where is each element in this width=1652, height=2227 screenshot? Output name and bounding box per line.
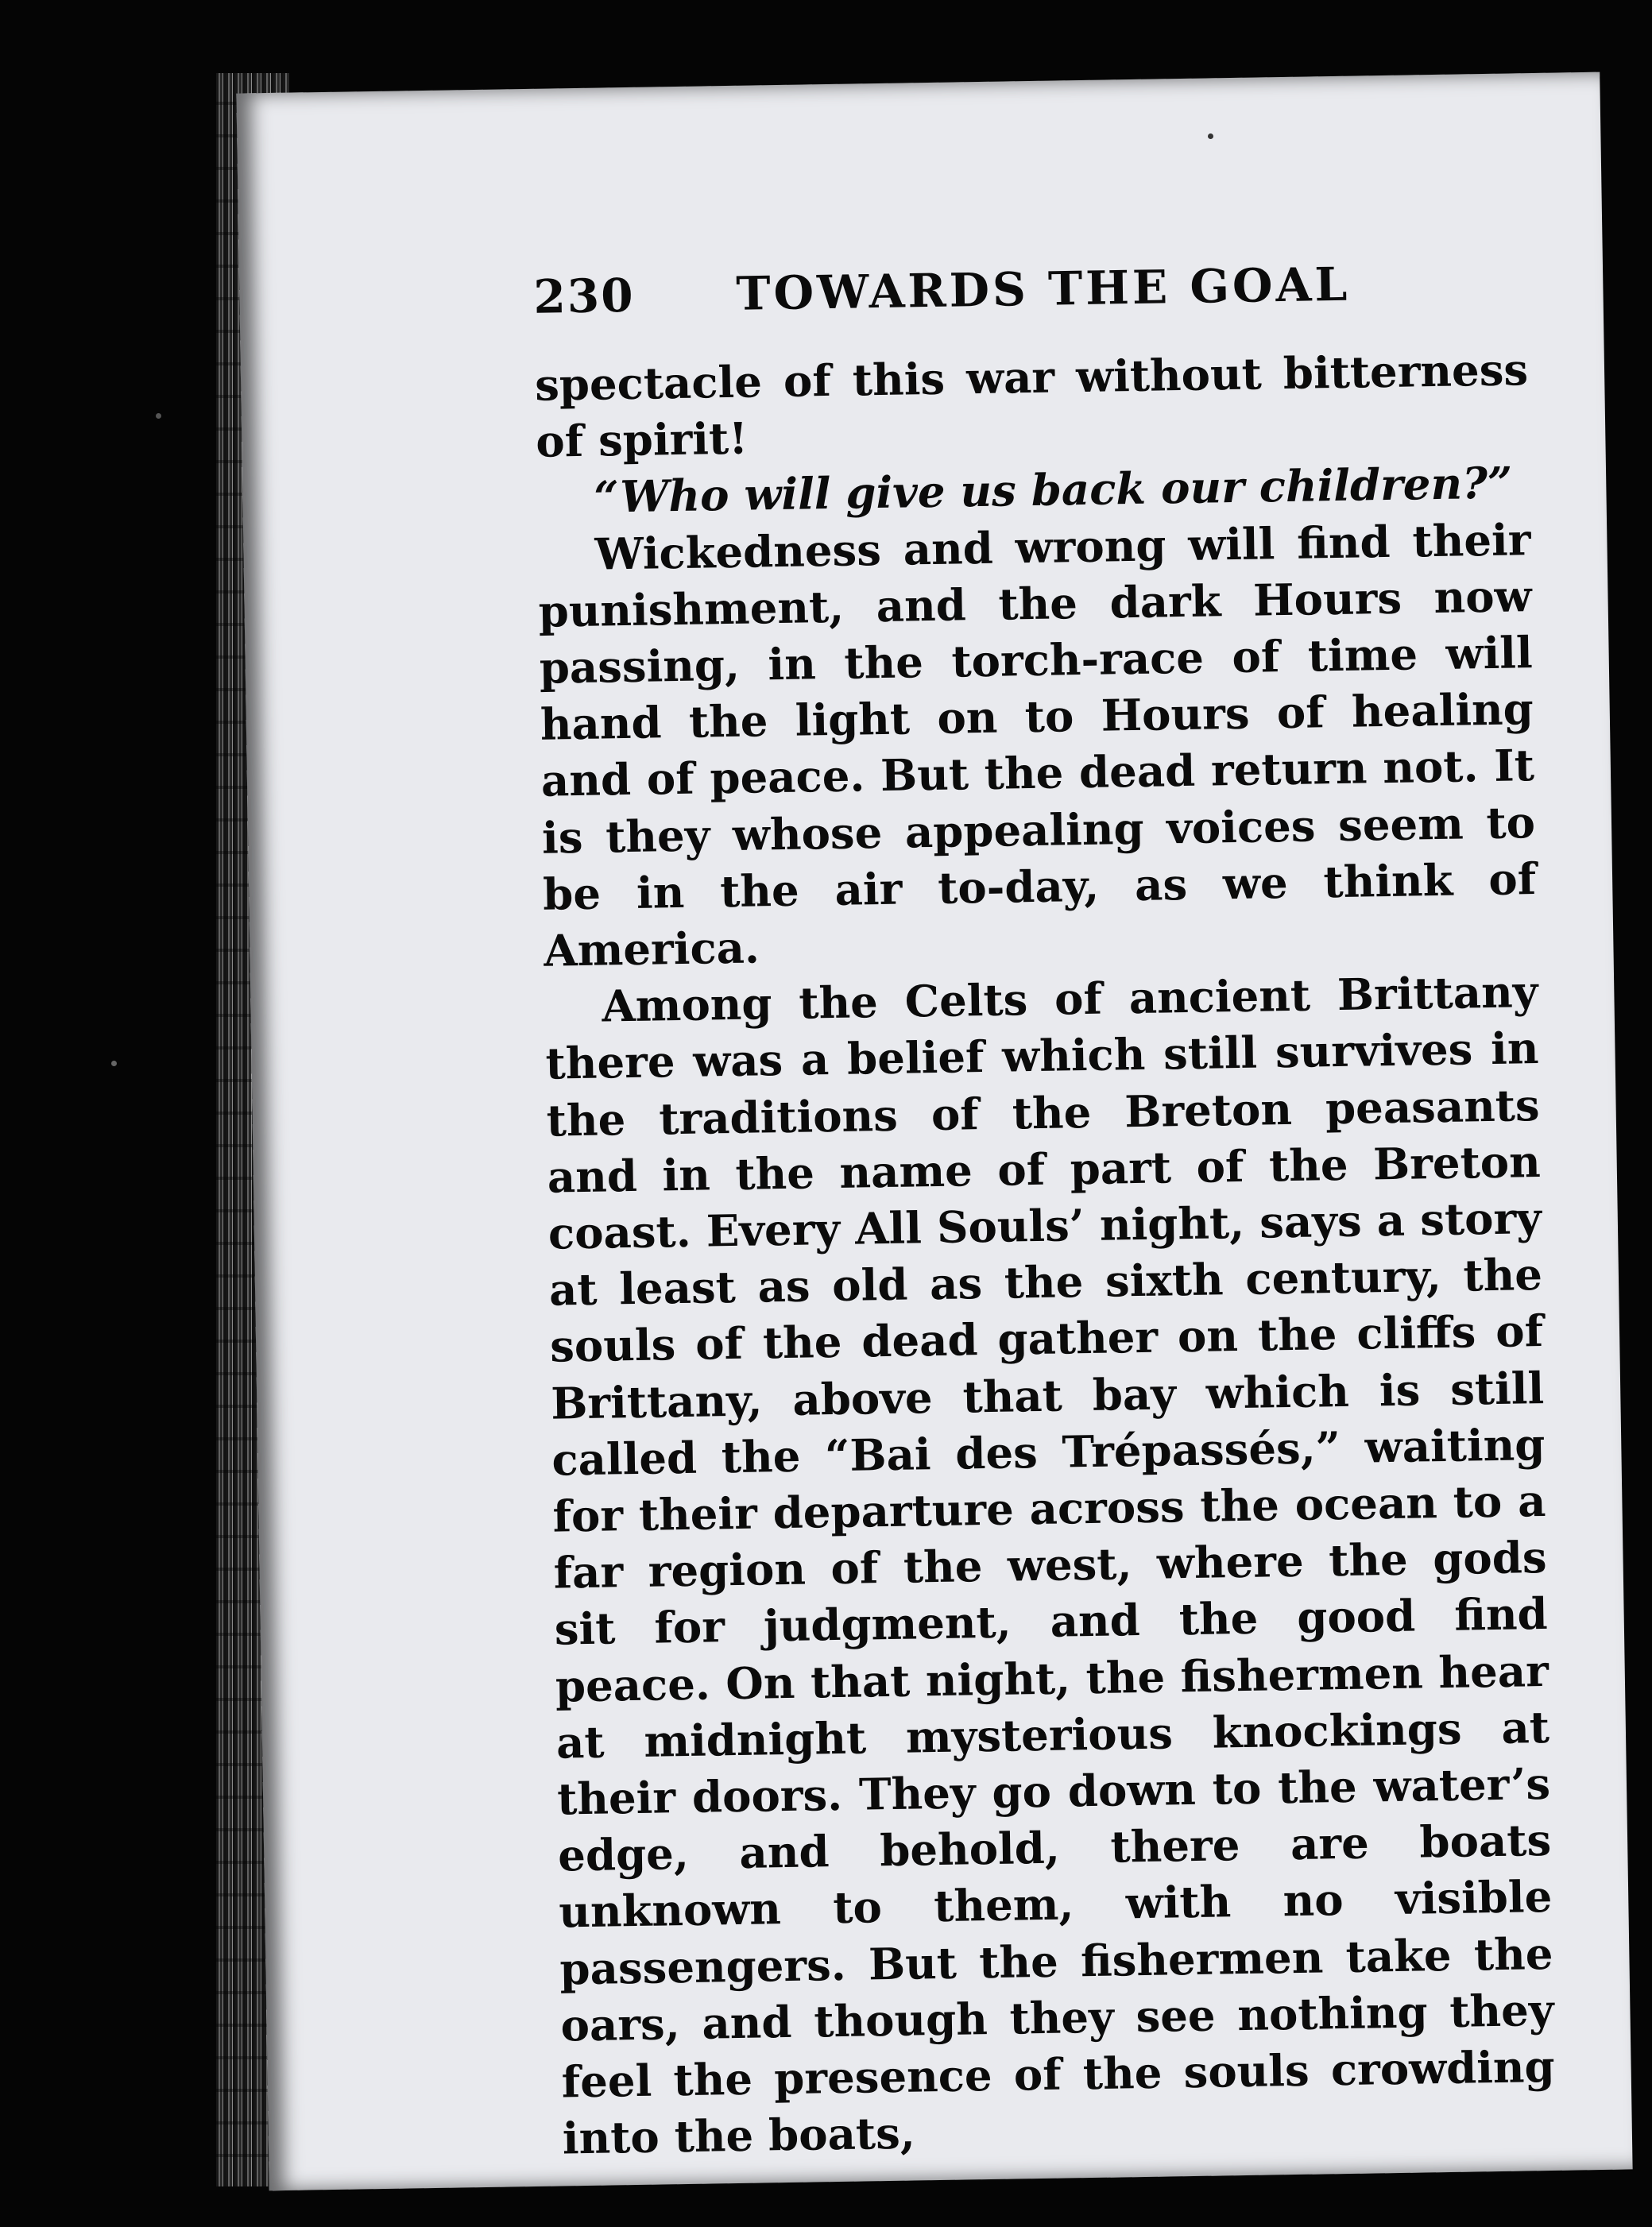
paragraph: Wickedness and wrong will find their punishment, and the dark Hours now passing, in the torch-race of time will hand the light on to Hours of healing and of peace. But the dead return not. It is they whose appealing voices seem to be in the air to-day, as we think of America. bbox=[538, 513, 1537, 976]
quoted-line: “Who will give us back our children?” bbox=[593, 457, 1513, 524]
paragraph-continuation: spectacle of this war without bitterness of spirit! bbox=[534, 344, 1529, 467]
scan-speck bbox=[111, 1061, 117, 1066]
running-head bbox=[533, 254, 1527, 342]
paragraph: Among the Celts of ancient Brittany there was a belief which still survives in the traditions of the Breton peasants and in the name of part of the Breton coast. Every All Souls’ night, says a story at least as old as the sixth century, the souls of the dead gather on the cliffs of Brittany, above that bay which is still called the “Bai des Trépassés,” waiting for their departure across the ocean to a far region of the west, where the gods sit for judgment, and the good find peace. On that night, the fishermen hear at midnight mysterious knockings at their doors. They go down to the water’s edge, and behold, there are boats unknown to them, with no visible passengers. But the fishermen take the oars, and though they see nothing they feel the presence of the souls crowding into the boats, bbox=[545, 966, 1556, 2164]
scan-speck bbox=[1208, 133, 1213, 139]
page-content bbox=[533, 254, 1556, 2167]
scan-speck bbox=[156, 413, 161, 419]
book-page bbox=[236, 72, 1632, 2191]
body-text bbox=[535, 342, 1557, 2167]
page-number: 230 bbox=[532, 268, 636, 324]
running-title: TOWARDS THE GOAL bbox=[735, 257, 1351, 321]
